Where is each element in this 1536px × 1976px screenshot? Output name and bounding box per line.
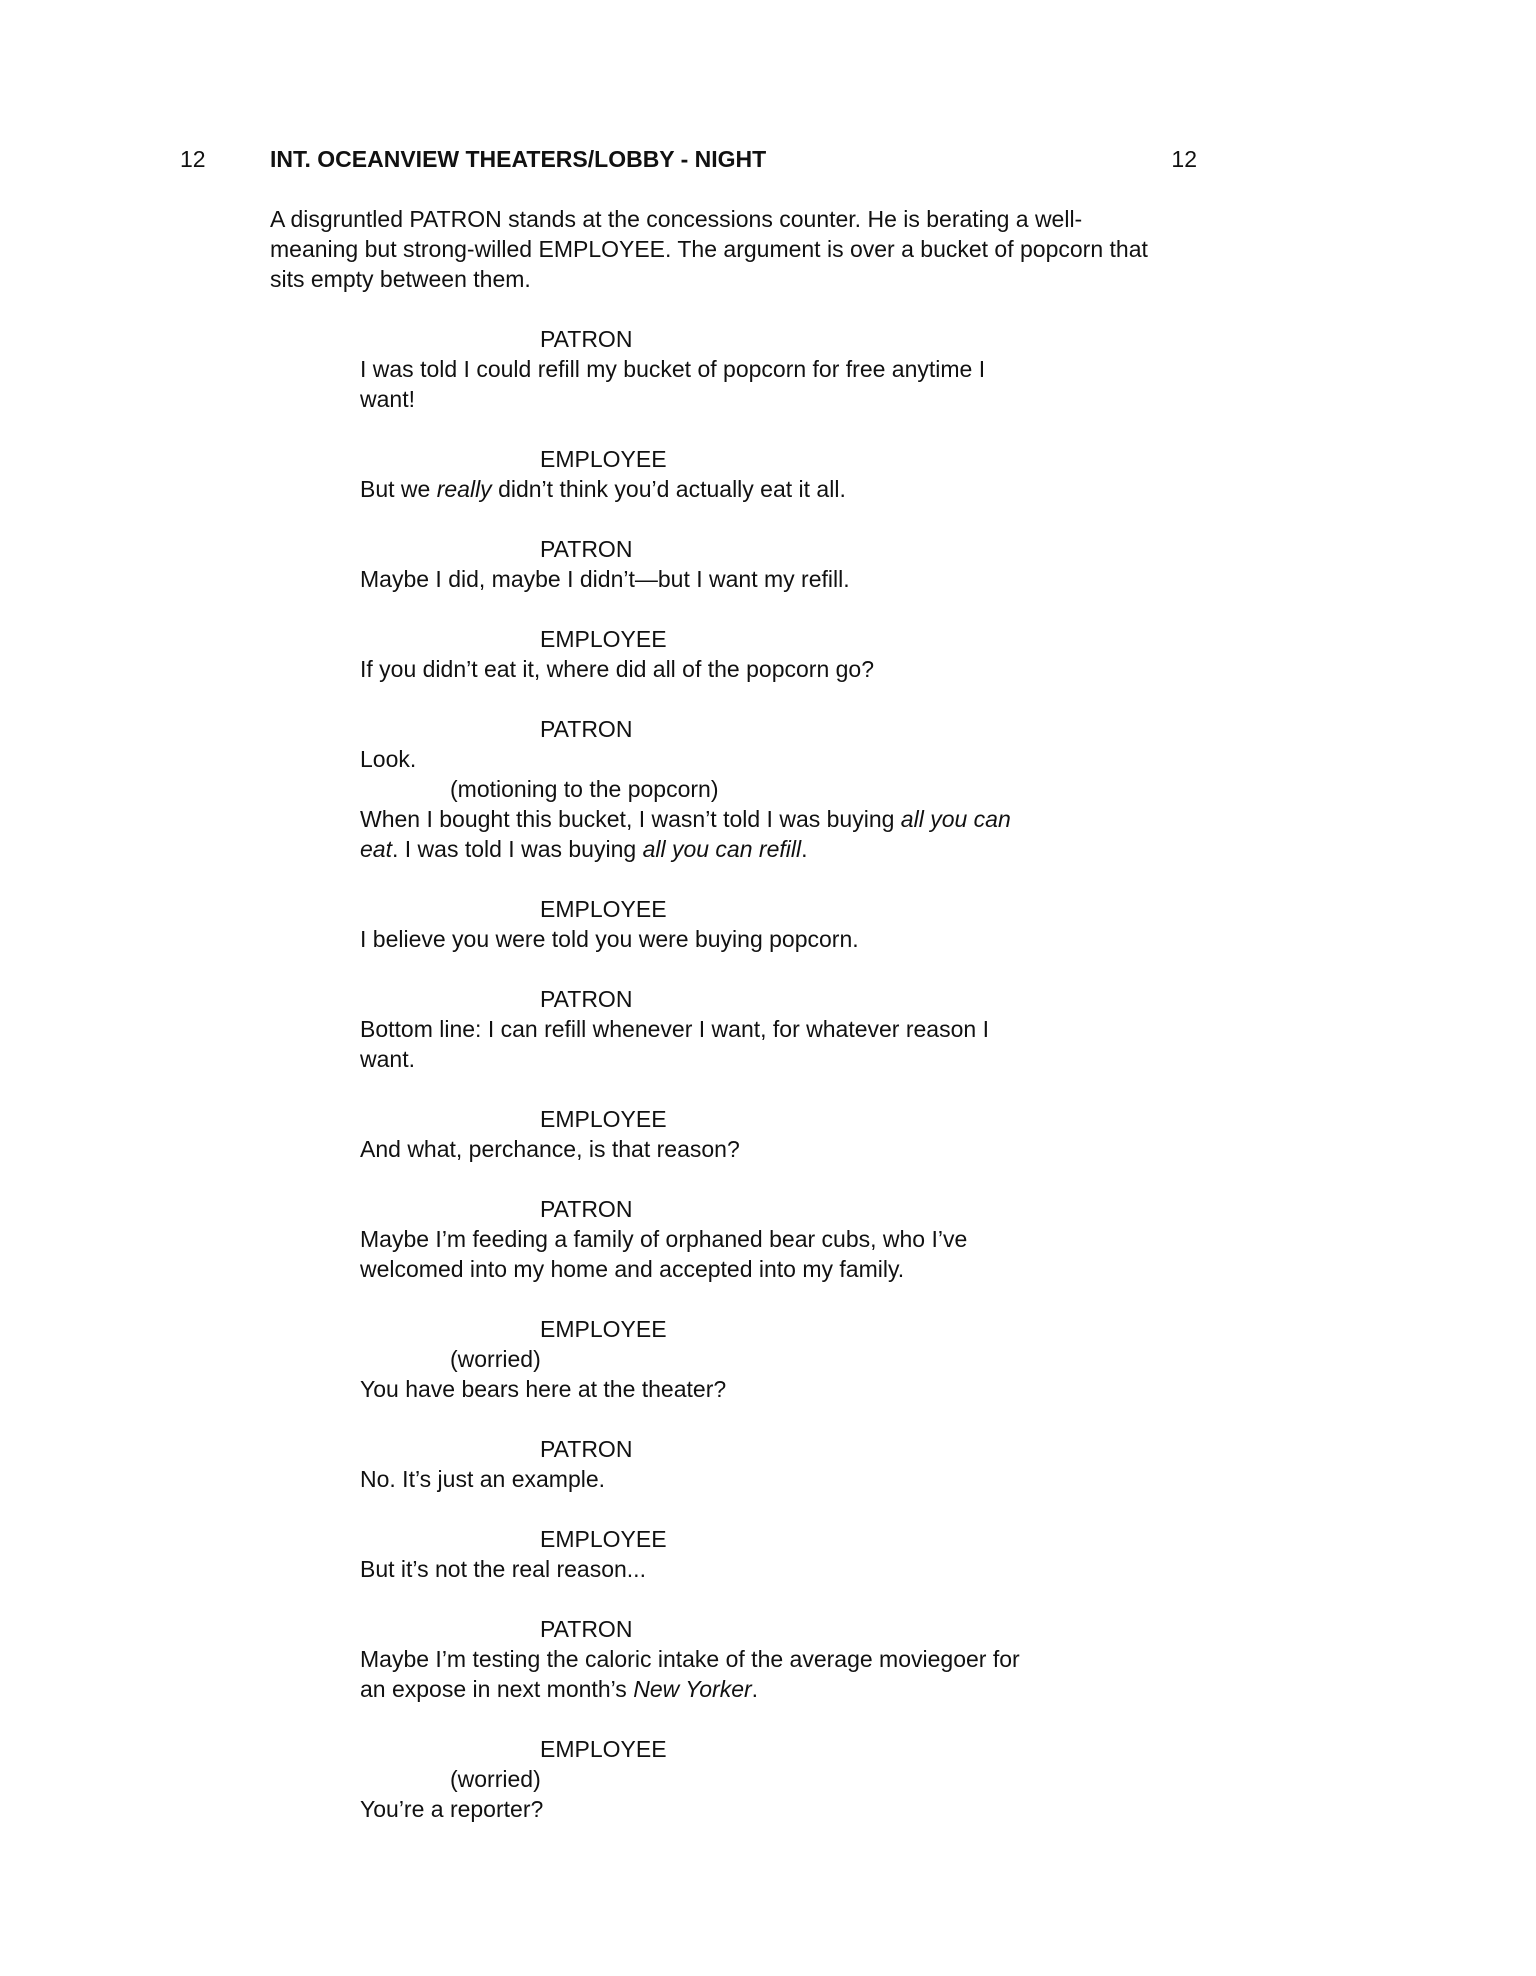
dialogue-line: want. <box>360 1046 415 1072</box>
character-name: PATRON <box>540 326 633 352</box>
dialogue-line: welcomed into my home and accepted into my family. <box>360 1256 905 1282</box>
scene-number-right: 12 <box>1171 146 1197 172</box>
dialogue-block <box>360 1314 1080 1404</box>
character-name: PATRON <box>540 1616 633 1642</box>
dialogue-line: When I bought this bucket, I wasn’t told I was buying all you can <box>360 806 1011 832</box>
dialogue-line: You have bears here at the theater? <box>360 1376 727 1402</box>
scene-number-left: 12 <box>180 146 206 172</box>
dialogue-line: If you didn’t eat it, where did all of the popcorn go? <box>360 656 874 682</box>
character-name: EMPLOYEE <box>540 446 667 472</box>
emphasis: really <box>436 476 492 502</box>
character-name: EMPLOYEE <box>540 1316 667 1342</box>
dialogue-block <box>360 714 1080 864</box>
dialogue-block <box>360 984 1080 1074</box>
dialogue-line: And what, perchance, is that reason? <box>360 1136 740 1162</box>
character-name: PATRON <box>540 536 633 562</box>
emphasis: New Yorker <box>633 1676 752 1702</box>
dialogue-line: I was told I could refill my bucket of popcorn for free anytime I <box>360 356 986 382</box>
dialogue-line: But it’s not the real reason... <box>360 1556 646 1582</box>
character-name: PATRON <box>540 986 633 1012</box>
dialogue-block <box>360 894 1080 954</box>
dialogue-line: I believe you were told you were buying popcorn. <box>360 926 859 952</box>
emphasis: all you can refill <box>642 836 802 862</box>
dialogue-block <box>360 1104 1080 1164</box>
dialogue-block <box>360 1434 1080 1494</box>
dialogue-area <box>360 324 1080 1854</box>
dialogue-line: Maybe I’m feeding a family of orphaned bear cubs, who I’ve <box>360 1226 968 1252</box>
dialogue-block <box>360 1524 1080 1584</box>
dialogue-block <box>360 624 1080 684</box>
character-name: PATRON <box>540 1436 633 1462</box>
character-name: EMPLOYEE <box>540 1526 667 1552</box>
dialogue-block <box>360 1614 1080 1704</box>
character-name: PATRON <box>540 1196 633 1222</box>
scene-title: INT. OCEANVIEW THEATERS/LOBBY - NIGHT <box>270 146 767 172</box>
character-name: EMPLOYEE <box>540 1736 667 1762</box>
dialogue-line: eat. I was told I was buying all you can refill. <box>360 836 808 862</box>
character-name: PATRON <box>540 716 633 742</box>
dialogue-line: want! <box>360 386 415 412</box>
dialogue-line: But we really didn’t think you’d actually eat it all. <box>360 476 846 502</box>
dialogue-line: Look. <box>360 746 417 772</box>
dialogue-block <box>360 444 1080 504</box>
emphasis: eat <box>360 836 392 862</box>
dialogue-line: an expose in next month’s New Yorker. <box>360 1676 759 1702</box>
parenthetical: (worried) <box>450 1346 541 1372</box>
dialogue-block <box>360 1734 1080 1824</box>
emphasis: all you can <box>900 806 1011 832</box>
dialogue-block <box>360 1194 1080 1284</box>
character-name: EMPLOYEE <box>540 1106 667 1132</box>
dialogue-line: Maybe I’m testing the caloric intake of the average moviegoer for <box>360 1646 1020 1672</box>
scene-heading <box>180 144 1212 174</box>
parenthetical: (motioning to the popcorn) <box>450 776 719 802</box>
dialogue-line: You’re a reporter? <box>360 1796 544 1822</box>
dialogue-block <box>360 324 1080 414</box>
character-name: EMPLOYEE <box>540 896 667 922</box>
dialogue-line: Bottom line: I can refill whenever I want, for whatever reason I <box>360 1016 989 1042</box>
character-name: EMPLOYEE <box>540 626 667 652</box>
dialogue-line: Maybe I did, maybe I didn’t—but I want my refill. <box>360 566 850 592</box>
dialogue-line: No. It’s just an example. <box>360 1466 606 1492</box>
action-paragraph: A disgruntled PATRON stands at the concessions counter. He is berating a well-meaning but strong-willed EMPLOYEE. The argument is over a bucket of popcorn that sits empty between them. <box>270 206 1148 292</box>
dialogue-block <box>360 534 1080 594</box>
parenthetical: (worried) <box>450 1766 541 1792</box>
